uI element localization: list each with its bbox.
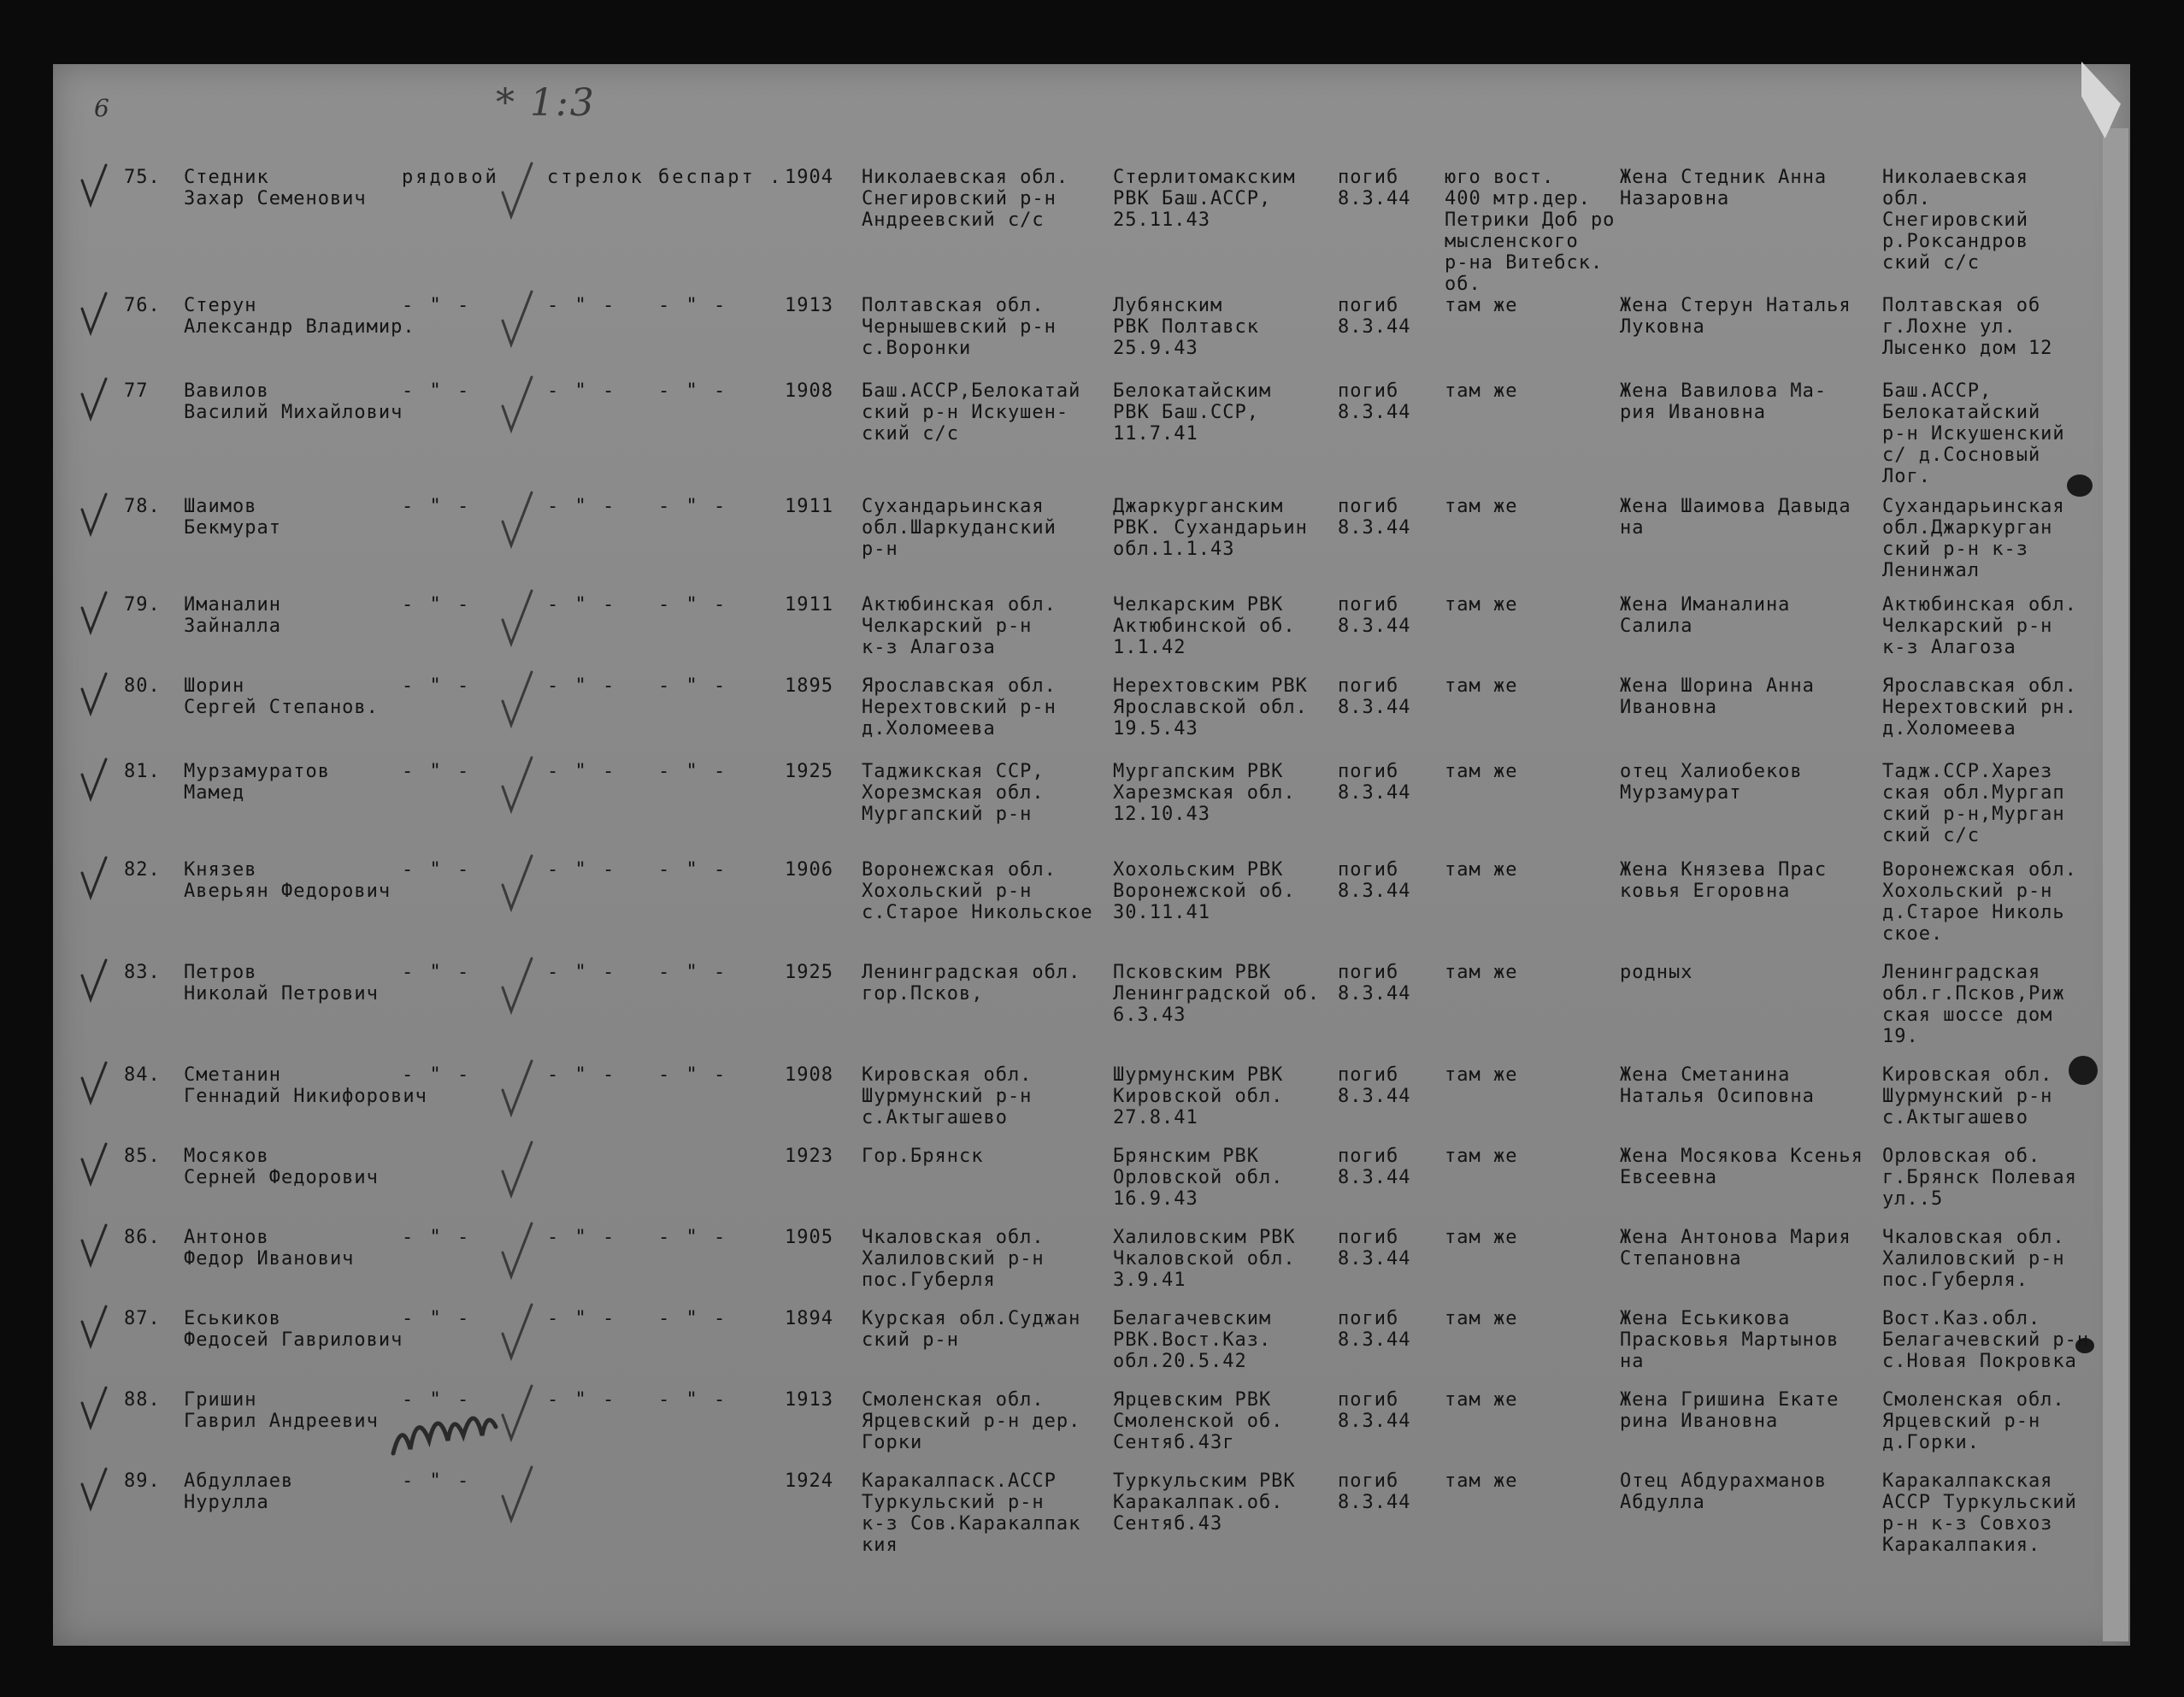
- person-name: Гришин Гаврил Андреевич: [184, 1389, 379, 1432]
- burial-place: там же: [1445, 1470, 1518, 1492]
- check-mark-icon: [77, 1303, 111, 1354]
- person-name: Мосяков Серней Федорович: [184, 1146, 379, 1188]
- pencil-tick-icon: [496, 1056, 539, 1124]
- check-mark-icon: [77, 290, 111, 341]
- burial-place: там же: [1445, 1146, 1518, 1167]
- draft-office: Мургапским РВК Харезмская обл. 12.10.43: [1113, 761, 1296, 825]
- person-name: Еськиков Федосей Гаврилович: [184, 1308, 403, 1351]
- check-mark-icon: [77, 162, 111, 213]
- next-of-kin: Жена Стерун Наталья Луковна: [1620, 295, 1851, 338]
- role: стрелок: [547, 167, 645, 188]
- next-of-kin: Жена Шорина Анна Ивановна: [1620, 675, 1815, 718]
- birth-year: 1913: [785, 295, 833, 316]
- role: - " -: [547, 380, 617, 402]
- birth-year: 1908: [785, 1064, 833, 1086]
- person-name: Стедник Захар Семенович: [184, 167, 367, 209]
- fate: погиб 8.3.44: [1338, 380, 1411, 423]
- check-mark-icon: [77, 1222, 111, 1273]
- corner-scribble: * 1:3: [496, 81, 596, 125]
- burial-place: там же: [1445, 1389, 1518, 1411]
- kin-address: Николаевская обл. Снегировский р.Роксандров ский с/с: [1882, 167, 2028, 274]
- kin-address: Кировская обл. Шурмунский р-н с.Актыгашево: [1882, 1064, 2053, 1128]
- birth-year: 1894: [785, 1308, 833, 1329]
- row-number: 79.: [124, 594, 161, 616]
- birthplace: Полтавская обл. Чернышевский р-н с.Воронки: [862, 295, 1057, 359]
- rank: - " -: [402, 859, 472, 881]
- next-of-kin: Жена Вавилова Ма- рия Ивановна: [1620, 380, 1828, 423]
- rank: - " -: [402, 761, 472, 782]
- party: - " -: [658, 761, 728, 782]
- rank: - " -: [402, 1308, 472, 1329]
- rank: - " -: [402, 962, 472, 983]
- person-name: Абдуллаев Нурулла: [184, 1470, 294, 1513]
- row-number: 85.: [124, 1146, 161, 1167]
- row-number: 75.: [124, 167, 161, 188]
- pencil-tick-icon: [496, 158, 539, 227]
- draft-office: Халиловским РВК Чкаловской обл. 3.9.41: [1113, 1227, 1296, 1291]
- draft-office: Псковским РВК Ленинградской об. 6.3.43: [1113, 962, 1321, 1026]
- person-name: Антонов Федор Иванович: [184, 1227, 355, 1270]
- rank: - " -: [402, 1389, 472, 1411]
- next-of-kin: Жена Сметанина Наталья Осиповна: [1620, 1064, 1815, 1107]
- rank: рядовой: [402, 167, 499, 188]
- draft-office: Джаркурганским РВК. Сухандарьин обл.1.1.43: [1113, 496, 1308, 560]
- fate: погиб 8.3.44: [1338, 761, 1411, 804]
- role: - " -: [547, 675, 617, 697]
- role: - " -: [547, 1389, 617, 1411]
- burial-place: там же: [1445, 594, 1518, 616]
- pencil-tick-icon: [496, 953, 539, 1022]
- party: беспарт .: [658, 167, 784, 188]
- pencil-tick-icon: [496, 752, 539, 821]
- person-name: Иманалин Зайналла: [184, 594, 281, 637]
- role: - " -: [547, 295, 617, 316]
- role: - " -: [547, 761, 617, 782]
- fate: погиб 8.3.44: [1338, 859, 1411, 902]
- role: - " -: [547, 594, 617, 616]
- fate: погиб 8.3.44: [1338, 295, 1411, 338]
- pencil-tick-icon: [496, 667, 539, 735]
- birth-year: 1905: [785, 1227, 833, 1248]
- next-of-kin: Жена Антонова Мария Степановна: [1620, 1227, 1851, 1270]
- fate: погиб 8.3.44: [1338, 167, 1411, 209]
- birthplace: Сухандарьинская обл.Шаркуданский р-н: [862, 496, 1057, 560]
- birth-year: 1911: [785, 496, 833, 517]
- pencil-tick-icon: [496, 1299, 539, 1368]
- row-number: 83.: [124, 962, 161, 983]
- kin-address: Каракалпакская АССР Туркульский р-н к-з Совхоз Каракалпакия.: [1882, 1470, 2077, 1556]
- fate: погиб 8.3.44: [1338, 1389, 1411, 1432]
- burial-place: там же: [1445, 859, 1518, 881]
- pencil-tick-icon: [496, 851, 539, 919]
- birth-year: 1923: [785, 1146, 833, 1167]
- party: - " -: [658, 496, 728, 517]
- next-of-kin: Жена Князева Прас ковья Егоровна: [1620, 859, 1828, 902]
- check-mark-icon: [77, 589, 111, 640]
- birthplace: Каракалпаск.АССР Туркульский р-н к-з Сов.Каракалпак кия: [862, 1470, 1081, 1556]
- row-number: 87.: [124, 1308, 161, 1329]
- burial-place: там же: [1445, 761, 1518, 782]
- check-mark-icon: [77, 957, 111, 1008]
- row-number: 86.: [124, 1227, 161, 1248]
- row-number: 89.: [124, 1470, 161, 1492]
- kin-address: Баш.АССР, Белокатайский р-н Искушенский с/ д.Сосновый Лог.: [1882, 380, 2065, 487]
- next-of-kin: Жена Шаимова Давыда на: [1620, 496, 1851, 539]
- rank: - " -: [402, 496, 472, 517]
- pencil-tick-icon: [496, 1462, 539, 1530]
- rank: - " -: [402, 1064, 472, 1086]
- fate: погиб 8.3.44: [1338, 1308, 1411, 1351]
- birthplace: Смоленская обл. Ярцевский р-н дер. Горки: [862, 1389, 1081, 1453]
- birth-year: 1925: [785, 761, 833, 782]
- kin-address: Актюбинская обл. Челкарский р-н к-з Алагоза: [1882, 594, 2077, 658]
- kin-address: Сухандарьинская обл.Джаркурган ский р-н к-з Ленинжал: [1882, 496, 2065, 581]
- check-mark-icon: [77, 670, 111, 722]
- person-name: Князев Аверьян Федорович: [184, 859, 391, 902]
- role: - " -: [547, 496, 617, 517]
- role: - " -: [547, 1227, 617, 1248]
- row-number: 82.: [124, 859, 161, 881]
- party: - " -: [658, 675, 728, 697]
- party: - " -: [658, 380, 728, 402]
- role: - " -: [547, 962, 617, 983]
- burial-place: там же: [1445, 962, 1518, 983]
- rank: - " -: [402, 295, 472, 316]
- person-name: Вавилов Василий Михайлович: [184, 380, 403, 423]
- birth-year: 1895: [785, 675, 833, 697]
- birthplace: Чкаловская обл. Халиловский р-н пос.Губерля: [862, 1227, 1045, 1291]
- party: - " -: [658, 1227, 728, 1248]
- party: - " -: [658, 1308, 728, 1329]
- fate: погиб 8.3.44: [1338, 962, 1411, 1005]
- fate: погиб 8.3.44: [1338, 496, 1411, 539]
- sheet-edge: [2103, 128, 2128, 1641]
- kin-address: Вост.Каз.обл. Белагачевский р-н с.Новая Покровка: [1882, 1308, 2090, 1372]
- kin-address: Ярославская обл. Нерехтовский рн. д.Холомеева: [1882, 675, 2077, 739]
- draft-office: Челкарским РВК Актюбинской об. 1.1.42: [1113, 594, 1296, 658]
- role: - " -: [547, 859, 617, 881]
- kin-address: Тадж.ССР.Харез ская обл.Мургап ский р-н,Мурган ский с/с: [1882, 761, 2065, 846]
- party: - " -: [658, 594, 728, 616]
- row-number: 84.: [124, 1064, 161, 1086]
- person-name: Петров Николай Петрович: [184, 962, 379, 1005]
- draft-office: Белокатайским РВК Баш.ССР, 11.7.41: [1113, 380, 1272, 445]
- draft-office: Шурмунским РВК Кировской обл. 27.8.41: [1113, 1064, 1284, 1128]
- kin-address: Ленинградская обл.г.Псков,Риж ская шоссе дом 19.: [1882, 962, 2065, 1047]
- burial-place: там же: [1445, 496, 1518, 517]
- check-mark-icon: [77, 375, 111, 427]
- draft-office: Ярцевским РВК Смоленской об. Сентяб.43г: [1113, 1389, 1284, 1453]
- draft-office: Стерлитомакским РВК Баш.АССР, 25.11.43: [1113, 167, 1296, 231]
- person-name: Мурзамуратов Мамед: [184, 761, 330, 804]
- burial-place: юго вост. 400 мтр.дер. Петрики Доб ро мысленского р-на Витебск. об.: [1445, 167, 1616, 295]
- row-number: 81.: [124, 761, 161, 782]
- draft-office: Хохольским РВК Воронежской об. 30.11.41: [1113, 859, 1296, 923]
- next-of-kin: Жена Мосякова Ксенья Евсеевна: [1620, 1146, 1863, 1188]
- next-of-kin: отец Халиобеков Мурзамурат: [1620, 761, 1803, 804]
- kin-address: Воронежская обл. Хохольский р-н д.Старое Николь ское.: [1882, 859, 2077, 945]
- birth-year: 1908: [785, 380, 833, 402]
- page-number: 6: [94, 94, 109, 122]
- rank: - " -: [402, 1227, 472, 1248]
- birthplace: Ленинградская обл. гор.Псков,: [862, 962, 1081, 1005]
- kin-address: Полтавская об г.Лохне ул. Лысенко дом 12: [1882, 295, 2053, 359]
- person-name: Шаимов Бекмурат: [184, 496, 281, 539]
- check-mark-icon: [77, 756, 111, 807]
- check-mark-icon: [77, 1059, 111, 1111]
- check-mark-icon: [77, 854, 111, 905]
- birth-year: 1911: [785, 594, 833, 616]
- burial-place: там же: [1445, 675, 1518, 697]
- kin-address: Смоленская обл. Ярцевский р-н д.Горки.: [1882, 1389, 2065, 1453]
- draft-office: Нерехтовским РВК Ярославской обл. 19.5.43: [1113, 675, 1308, 739]
- birthplace: Таджикская ССР, Хорезмская обл. Мургапский р-н: [862, 761, 1045, 825]
- party: - " -: [658, 962, 728, 983]
- birthplace: Актюбинская обл. Челкарский р-н к-з Алагоза: [862, 594, 1057, 658]
- next-of-kin: Жена Стедник Анна Назаровна: [1620, 167, 1828, 209]
- birth-year: 1924: [785, 1470, 833, 1492]
- draft-office: Белагачевским РВК.Вост.Каз. обл.20.5.42: [1113, 1308, 1272, 1372]
- check-mark-icon: [77, 1140, 111, 1192]
- birthplace: Гор.Брянск: [862, 1146, 984, 1167]
- draft-office: Лубянским РВК Полтавск 25.9.43: [1113, 295, 1259, 359]
- fate: погиб 8.3.44: [1338, 675, 1411, 718]
- role: - " -: [547, 1064, 617, 1086]
- birthplace: Курская обл.Суджан ский р-н: [862, 1308, 1081, 1351]
- pencil-tick-icon: [496, 1218, 539, 1287]
- next-of-kin: Отец Абдурахманов Абдулла: [1620, 1470, 1828, 1513]
- birthplace: Баш.АССР,Белокатай ский р-н Искушен- ский с/с: [862, 380, 1081, 445]
- pencil-tick-icon: [496, 372, 539, 440]
- party: - " -: [658, 1389, 728, 1411]
- next-of-kin: Жена Иманалина Салила: [1620, 594, 1791, 637]
- next-of-kin: родных: [1620, 962, 1693, 983]
- row-number: 88.: [124, 1389, 161, 1411]
- check-mark-icon: [77, 1384, 111, 1435]
- birth-year: 1906: [785, 859, 833, 881]
- burial-place: там же: [1445, 1227, 1518, 1248]
- ink-smudge: [2067, 474, 2093, 497]
- row-number: 77: [124, 380, 149, 402]
- birthplace: Ярославская обл. Нерехтовский р-н д.Холомеева: [862, 675, 1057, 739]
- draft-office: Туркульским РВК Каракалпак.об. Сентяб.43: [1113, 1470, 1296, 1535]
- row-number: 80.: [124, 675, 161, 697]
- pencil-tick-icon: [496, 1381, 539, 1449]
- birthplace: Николаевская обл. Снегировский р-н Андреевский с/с: [862, 167, 1069, 231]
- party: - " -: [658, 1064, 728, 1086]
- next-of-kin: Жена Гришина Екате рина Ивановна: [1620, 1389, 1840, 1432]
- pencil-tick-icon: [496, 586, 539, 654]
- person-name: Стерун Александр Владимир.: [184, 295, 415, 338]
- birthplace: Кировская обл. Шурмунский р-н с.Актыгашево: [862, 1064, 1033, 1128]
- party: - " -: [658, 295, 728, 316]
- role: - " -: [547, 1308, 617, 1329]
- fate: погиб 8.3.44: [1338, 1146, 1411, 1188]
- burial-place: там же: [1445, 380, 1518, 402]
- ink-smudge: [2069, 1056, 2098, 1085]
- burial-place: там же: [1445, 295, 1518, 316]
- draft-office: Брянским РВК Орловской обл. 16.9.43: [1113, 1146, 1284, 1210]
- burial-place: там же: [1445, 1308, 1518, 1329]
- rank: - " -: [402, 594, 472, 616]
- kin-address: Чкаловская обл. Халиловский р-н пос.Губерля.: [1882, 1227, 2065, 1291]
- check-mark-icon: [77, 491, 111, 542]
- birth-year: 1925: [785, 962, 833, 983]
- next-of-kin: Жена Еськикова Прасковья Мартынов на: [1620, 1308, 1840, 1372]
- pencil-tick-icon: [496, 286, 539, 355]
- pencil-tick-icon: [496, 487, 539, 556]
- row-number: 76.: [124, 295, 161, 316]
- check-mark-icon: [77, 1465, 111, 1517]
- person-name: Сметанин Геннадий Никифорович: [184, 1064, 427, 1107]
- birth-year: 1913: [785, 1389, 833, 1411]
- burial-place: там же: [1445, 1064, 1518, 1086]
- rank: - " -: [402, 380, 472, 402]
- fate: погиб 8.3.44: [1338, 594, 1411, 637]
- kin-address: Орловская об. г.Брянск Полевая ул..5: [1882, 1146, 2077, 1210]
- birthplace: Воронежская обл. Хохольский р-н с.Старое Никольское: [862, 859, 1093, 923]
- fate: погиб 8.3.44: [1338, 1064, 1411, 1107]
- pencil-tick-icon: [496, 1137, 539, 1205]
- row-number: 78.: [124, 496, 161, 517]
- rank: - " -: [402, 675, 472, 697]
- person-name: Шорин Сергей Степанов.: [184, 675, 379, 718]
- rank: - " -: [402, 1470, 472, 1492]
- birth-year: 1904: [785, 167, 833, 188]
- fate: погиб 8.3.44: [1338, 1227, 1411, 1270]
- fate: погиб 8.3.44: [1338, 1470, 1411, 1513]
- party: - " -: [658, 859, 728, 881]
